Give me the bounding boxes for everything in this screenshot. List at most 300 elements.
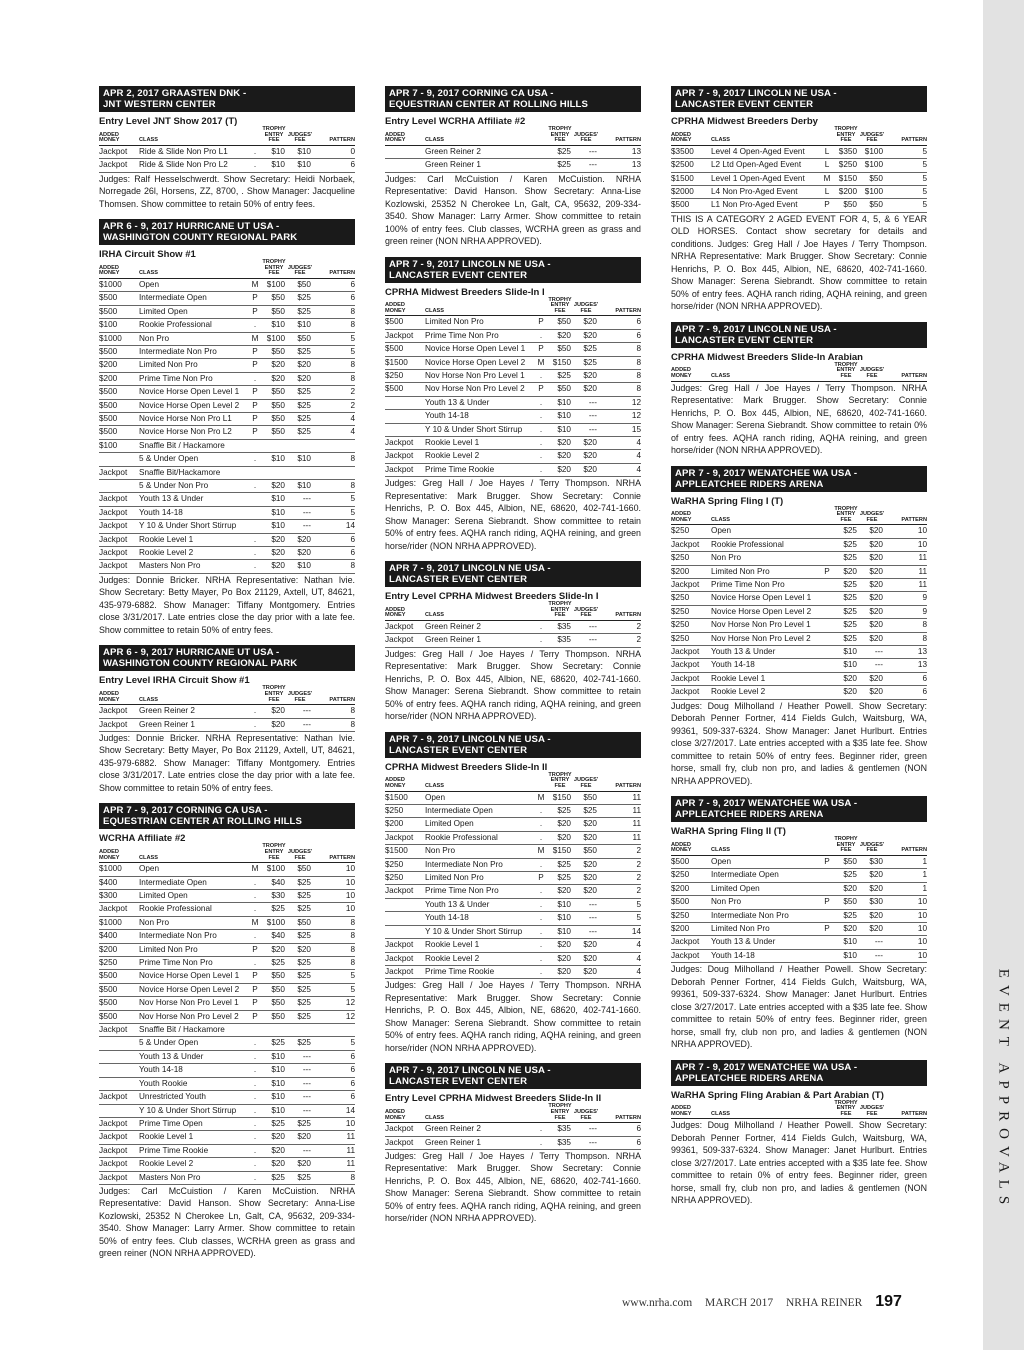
pattern: 1 — [885, 855, 927, 868]
added-money: Jackpot — [99, 506, 139, 519]
entry-fee: $35 — [547, 1123, 573, 1136]
table-row — [99, 903, 355, 916]
class-level — [249, 506, 261, 519]
entry-fee: $10 — [261, 145, 287, 158]
table-row — [671, 686, 927, 699]
table-header: CLASS — [425, 1116, 535, 1123]
pattern: 0 — [313, 145, 355, 158]
table-row — [99, 1010, 355, 1023]
added-money: Jackpot — [671, 538, 711, 551]
pattern: 13 — [599, 159, 641, 172]
class-name: Youth 14-18 — [139, 506, 249, 519]
class-level: P — [249, 359, 261, 372]
entry-fee — [261, 439, 287, 452]
added-money: $200 — [671, 882, 711, 895]
judges-fee: $20 — [859, 869, 885, 882]
table-header: PATTERN — [885, 1112, 927, 1119]
pattern: 11 — [599, 831, 641, 844]
pattern: 8 — [313, 305, 355, 318]
table-header: CLASS — [425, 309, 535, 316]
class-level: L — [821, 186, 833, 199]
class-level — [821, 605, 833, 618]
judges-fee: $50 — [859, 199, 885, 212]
table-header: PATTERN — [599, 613, 641, 620]
event-notes: Judges: Greg Hall / Joe Hayes / Terry Thompson. NRHA Representative: Mark Brugger. Show Secretary: Connie Henrichs, P. O. Box 445, Albion, NE, 68620, 402-741-1660. Show Manager: Serena Siebrandt. Show committee to retain 50% of entry fees. AQHA ranch riding, AQHA reining, and green horse/rider (NON NRHA APPROVED). — [385, 478, 641, 551]
table-header: CLASS — [425, 784, 535, 791]
class-name: Novice Horse Open Level 1 — [425, 343, 535, 356]
class-name: Intermediate Non Pro — [711, 909, 821, 922]
added-money: $1500 — [385, 356, 425, 369]
class-name: L1 Non Pro-Aged Event — [711, 199, 821, 212]
judges-fee: --- — [287, 1104, 313, 1117]
pattern: 2 — [599, 845, 641, 858]
added-money: $500 — [99, 1010, 139, 1023]
class-level: . — [249, 159, 261, 172]
class-level: M — [535, 845, 547, 858]
judges-fee: $20 — [573, 965, 599, 978]
class-level: . — [249, 1171, 261, 1184]
class-name: Rookie Level 2 — [425, 952, 535, 965]
added-money: Jackpot — [385, 952, 425, 965]
class-level — [821, 579, 833, 592]
table-header: MONEY — [99, 856, 139, 863]
table-header: FEE — [859, 518, 885, 525]
event-banner: APR 7 - 9, 2017 CORNING CA USA - EQUESTRIAN CENTER AT ROLLING HILLS — [99, 803, 355, 829]
event-banner: APR 7 - 9, 2017 LINCOLN NE USA - LANCASTER EVENT CENTER — [385, 561, 641, 587]
class-level: . — [249, 876, 261, 889]
table-row — [99, 916, 355, 929]
added-money: Jackpot — [385, 1136, 425, 1149]
event-listing — [385, 257, 641, 553]
pattern: 9 — [885, 605, 927, 618]
judges-fee: $20 — [859, 605, 885, 618]
table-header: MONEY — [385, 138, 425, 145]
event-listing — [385, 732, 641, 1054]
table-header: CLASS — [139, 856, 249, 863]
class-level: P — [821, 855, 833, 868]
table-row — [385, 356, 641, 369]
class-table — [671, 837, 927, 963]
judges-fee: $25 — [287, 970, 313, 983]
entry-fee: $50 — [261, 1010, 287, 1023]
table-header: PATTERN — [313, 698, 355, 705]
judges-fee: $10 — [287, 560, 313, 573]
judges-fee: $100 — [859, 186, 885, 199]
entry-fee: $25 — [833, 869, 859, 882]
added-money: Jackpot — [99, 1117, 139, 1130]
table-header — [535, 309, 547, 316]
table-row — [99, 718, 355, 731]
pattern: 12 — [599, 396, 641, 409]
pattern: 11 — [599, 805, 641, 818]
added-money — [385, 159, 425, 172]
added-money: $500 — [99, 292, 139, 305]
judges-fee: --- — [287, 493, 313, 506]
event-notes: Judges: Greg Hall / Joe Hayes / Terry Thompson. NRHA Representative: Mark Brugger. Show Secretary: Connie Henrichs, P. O. Box 445, Albion, NE, 68620, 402-741-1660. Show Manager: Serena Siebrandt. Show committee to retain 50% of entry fees. AQHA ranch riding, AQHA reining, and green horse/rider (NON NRHA APPROVED). — [385, 1150, 641, 1224]
added-money — [99, 1104, 139, 1117]
table-header — [821, 1101, 833, 1112]
class-level: . — [535, 1123, 547, 1136]
table-header: TROPHY ENTRY — [834, 1099, 858, 1112]
table-header: CLASS — [139, 138, 249, 145]
judges-fee: --- — [287, 1091, 313, 1104]
pattern: 8 — [313, 359, 355, 372]
table-row — [671, 145, 927, 158]
class-name: Green Reiner 2 — [425, 1123, 535, 1136]
show-name: CPRHA Midwest Breeders Derby — [671, 116, 818, 127]
pattern: 6 — [599, 1136, 641, 1149]
entry-fee: $20 — [833, 686, 859, 699]
table-header: FEE — [833, 374, 859, 381]
table-row — [385, 925, 641, 938]
added-money: $250 — [671, 525, 711, 538]
pattern: 4 — [313, 426, 355, 439]
class-level — [821, 659, 833, 672]
added-money — [385, 423, 425, 436]
entry-fee: $150 — [833, 172, 859, 185]
added-money: Jackpot — [385, 634, 425, 647]
pattern: 6 — [313, 1050, 355, 1063]
table-header: ADDED — [385, 1108, 405, 1115]
entry-fee: $25 — [261, 903, 287, 916]
table-header: FEE — [261, 698, 287, 705]
class-name: Youth 13 & Under — [139, 493, 249, 506]
class-name: Y 10 & Under Short Stirrup — [139, 520, 249, 533]
class-level: P — [249, 983, 261, 996]
table-header: FEE — [573, 784, 599, 791]
table-row — [99, 493, 355, 506]
table-header: TROPHY ENTRY — [834, 361, 858, 374]
class-name: Y 10 & Under Short Stirrup — [425, 423, 535, 436]
pattern: 6 — [599, 329, 641, 342]
table-row — [99, 399, 355, 412]
entry-fee: $150 — [547, 845, 573, 858]
added-money: Jackpot — [671, 659, 711, 672]
added-money: $250 — [671, 592, 711, 605]
pattern: 11 — [313, 1158, 355, 1171]
table-header — [249, 271, 261, 278]
pattern: 6 — [313, 292, 355, 305]
table-row — [671, 172, 927, 185]
class-level — [821, 882, 833, 895]
class-level: P — [249, 386, 261, 399]
table-header: FEE — [547, 784, 573, 791]
class-table — [99, 127, 355, 173]
table-header — [535, 602, 547, 613]
class-level: . — [535, 423, 547, 436]
class-name: Prime Time Non Pro — [139, 957, 249, 970]
entry-fee: $10 — [547, 912, 573, 925]
class-level — [821, 672, 833, 685]
table-row — [671, 949, 927, 962]
entry-fee: $35 — [547, 634, 573, 647]
event-notes: Judges: Greg Hall / Joe Hayes / Terry Thompson. NRHA Representative: Mark Brugger. Show Secretary: Connie Henrichs, P. O. Box 445, Albion, NE, 68620, 402-741-1660. Show Manager: Serena Siebrandt. Show committee to retain 50% of entry fees. AQHA ranch riding, AQHA reining, and green horse/rider (NON NRHA APPROVED). — [385, 980, 641, 1053]
class-level: . — [249, 560, 261, 573]
table-header: FEE — [833, 848, 859, 855]
table-header — [821, 837, 833, 848]
entry-fee: $40 — [261, 930, 287, 943]
entry-fee: $50 — [261, 386, 287, 399]
table-row — [99, 863, 355, 876]
added-money: Jackpot — [99, 145, 139, 158]
table-row — [99, 1077, 355, 1090]
added-money: $500 — [671, 855, 711, 868]
table-header: JUDGES' — [573, 606, 599, 613]
class-level: . — [535, 858, 547, 871]
entry-fee: $25 — [833, 605, 859, 618]
class-name: Prime Time Non Pro — [139, 372, 249, 385]
show-name: CPRHA Midwest Breeders Slide-In I — [385, 286, 545, 298]
class-name: Rookie Professional — [139, 319, 249, 332]
pattern: 8 — [313, 479, 355, 492]
class-name: Ride & Slide Non Pro L1 — [139, 145, 249, 158]
class-name: Youth Rookie — [139, 1077, 249, 1090]
pattern: 6 — [313, 159, 355, 172]
class-table — [671, 363, 927, 382]
pattern: 5 — [313, 1037, 355, 1050]
event-listing — [385, 1063, 641, 1225]
entry-fee: $100 — [261, 278, 287, 291]
judges-fee: $50 — [859, 172, 885, 185]
table-header: ADDED — [99, 690, 119, 697]
entry-fee: $20 — [547, 437, 573, 450]
judges-fee: --- — [573, 423, 599, 436]
class-level: P — [249, 426, 261, 439]
entry-fee: $20 — [547, 965, 573, 978]
class-table — [671, 1101, 927, 1120]
class-level: . — [249, 1104, 261, 1117]
entry-fee: $20 — [547, 831, 573, 844]
column-1 — [99, 86, 355, 1269]
table-header: TROPHY ENTRY — [262, 843, 286, 855]
table-header — [821, 848, 833, 855]
class-level: M — [249, 863, 261, 876]
table-header: CLASS — [139, 698, 249, 705]
table-header: FEE — [859, 138, 885, 145]
judges-fee: --- — [859, 949, 885, 962]
table-header: CLASS — [711, 138, 821, 145]
pattern: 1 — [885, 869, 927, 882]
table-header: CLASS — [711, 518, 821, 525]
entry-fee: $50 — [261, 426, 287, 439]
pattern: 5 — [885, 199, 927, 212]
added-money: Jackpot — [385, 621, 425, 634]
judges-fee: $20 — [859, 552, 885, 565]
entry-fee: $20 — [261, 359, 287, 372]
pattern: 5 — [885, 172, 927, 185]
table-row — [671, 882, 927, 895]
table-header: FEE — [547, 138, 573, 145]
pattern: 8 — [313, 319, 355, 332]
pattern: 11 — [599, 791, 641, 804]
class-level: P — [249, 997, 261, 1010]
table-header — [535, 298, 547, 309]
judges-fee: $20 — [573, 437, 599, 450]
table-row — [385, 423, 641, 436]
judges-fee: $50 — [573, 845, 599, 858]
judges-fee: $20 — [573, 370, 599, 383]
show-name: Entry Level IRHA Circuit Show #1 — [99, 675, 250, 687]
class-name: Rookie Level 1 — [139, 533, 249, 546]
class-name: Ride & Slide Non Pro L2 — [139, 159, 249, 172]
show-name: Entry Level CPRHA Midwest Breeders Slide-In II — [385, 1093, 602, 1105]
added-money — [99, 453, 139, 466]
table-header: PATTERN — [313, 271, 355, 278]
class-name: Open — [711, 855, 821, 868]
class-level: P — [535, 343, 547, 356]
table-header: PATTERN — [313, 138, 355, 145]
table-header — [599, 1104, 641, 1115]
event-listing — [99, 803, 355, 1260]
table-row — [385, 450, 641, 463]
table-row — [99, 983, 355, 996]
pattern: 5 — [599, 912, 641, 925]
judges-fee: $20 — [573, 952, 599, 965]
entry-fee: $20 — [261, 533, 287, 546]
class-level — [821, 538, 833, 551]
added-money: $200 — [99, 372, 139, 385]
class-name: Intermediate Open — [711, 869, 821, 882]
added-money: $250 — [671, 909, 711, 922]
table-header: MONEY — [671, 374, 711, 381]
entry-fee: $50 — [833, 855, 859, 868]
entry-fee: $20 — [261, 560, 287, 573]
class-name: Open — [139, 863, 249, 876]
added-money: Jackpot — [99, 705, 139, 718]
table-row — [99, 439, 355, 452]
pattern: 13 — [885, 646, 927, 659]
entry-fee: $10 — [261, 1064, 287, 1077]
table-row — [99, 1144, 355, 1157]
class-level — [249, 1024, 261, 1037]
class-name: Open — [711, 525, 821, 538]
table-header: CLASS — [425, 138, 535, 145]
judges-fee: --- — [573, 1136, 599, 1149]
added-money: $500 — [385, 316, 425, 329]
class-level — [821, 552, 833, 565]
class-name: Non Pro — [425, 845, 535, 858]
added-money: Jackpot — [99, 533, 139, 546]
entry-fee: $25 — [833, 579, 859, 592]
entry-fee: $10 — [833, 936, 859, 949]
added-money: Jackpot — [99, 560, 139, 573]
pattern: 6 — [313, 1077, 355, 1090]
judges-fee: --- — [287, 705, 313, 718]
class-table — [671, 507, 927, 700]
class-name: Limited Open — [139, 890, 249, 903]
added-money: Jackpot — [99, 1131, 139, 1144]
judges-fee: $20 — [859, 632, 885, 645]
table-row — [99, 997, 355, 1010]
table-header — [313, 844, 355, 855]
class-level: . — [535, 410, 547, 423]
table-row — [99, 560, 355, 573]
pattern: 8 — [599, 383, 641, 396]
table-header: FEE — [287, 271, 313, 278]
added-money: $1500 — [385, 791, 425, 804]
event-banner: APR 6 - 9, 2017 HURRICANE UT USA - WASHINGTON COUNTY REGIONAL PARK — [99, 219, 355, 245]
class-level: M — [249, 332, 261, 345]
judges-fee: $20 — [573, 858, 599, 871]
event-banner: APR 7 - 9, 2017 LINCOLN NE USA - LANCASTER EVENT CENTER — [385, 1063, 641, 1089]
class-name: Level 4 Open-Aged Event — [711, 145, 821, 158]
added-money — [385, 912, 425, 925]
judges-fee: $25 — [287, 292, 313, 305]
class-level: P — [249, 399, 261, 412]
pattern: 4 — [313, 412, 355, 425]
table-header: PATTERN — [885, 848, 927, 855]
entry-fee: $150 — [547, 356, 573, 369]
judges-fee: $25 — [287, 1037, 313, 1050]
table-row — [385, 912, 641, 925]
added-money: Jackpot — [99, 466, 139, 479]
table-row — [99, 1037, 355, 1050]
class-level — [249, 439, 261, 452]
table-row — [671, 869, 927, 882]
table-header: FEE — [833, 138, 859, 145]
class-level — [821, 632, 833, 645]
entry-fee: $250 — [833, 159, 859, 172]
added-money: $250 — [385, 805, 425, 818]
event-listing — [671, 796, 927, 1051]
class-name: Prime Time Non Pro — [711, 579, 821, 592]
class-level — [821, 909, 833, 922]
class-name: L4 Non Pro-Aged Event — [711, 186, 821, 199]
class-level: . — [249, 1037, 261, 1050]
class-level: . — [535, 818, 547, 831]
class-level: P — [821, 199, 833, 212]
table-header — [249, 844, 261, 855]
class-level: P — [249, 970, 261, 983]
class-name: Prime Time Rookie — [425, 965, 535, 978]
pattern: 2 — [313, 386, 355, 399]
class-name: Unrestricted Youth — [139, 1091, 249, 1104]
judges-fee: $25 — [287, 426, 313, 439]
table-header: MONEY — [99, 698, 139, 705]
pattern — [313, 466, 355, 479]
pattern: 4 — [599, 965, 641, 978]
table-row — [385, 329, 641, 342]
class-table — [99, 844, 355, 1185]
table-header: ADDED — [385, 777, 405, 784]
entry-fee: $20 — [833, 922, 859, 935]
pattern: 8 — [599, 370, 641, 383]
class-level: P — [249, 412, 261, 425]
table-row — [99, 292, 355, 305]
judges-fee: $10 — [287, 453, 313, 466]
added-money: Jackpot — [99, 1158, 139, 1171]
table-header: TROPHY ENTRY — [548, 601, 572, 613]
entry-fee: $40 — [261, 876, 287, 889]
judges-fee: $25 — [287, 412, 313, 425]
table-header: FEE — [833, 1112, 859, 1119]
judges-fee: $30 — [859, 896, 885, 909]
added-money: $500 — [99, 399, 139, 412]
added-money: $250 — [671, 619, 711, 632]
pattern: 8 — [885, 619, 927, 632]
table-header: FEE — [547, 1116, 573, 1123]
table-row — [99, 1064, 355, 1077]
event-banner: APR 7 - 9, 2017 WENATCHEE WA USA - APPLEATCHEE RIDERS ARENA — [671, 796, 927, 822]
table-header: MONEY — [99, 138, 139, 145]
event-listing — [671, 86, 927, 313]
judges-fee: $10 — [287, 145, 313, 158]
table-row — [385, 939, 641, 952]
pattern: 6 — [885, 672, 927, 685]
class-name: Snaffle Bit / Hackamore — [139, 1024, 249, 1037]
table-header: JUDGES' — [287, 690, 313, 697]
class-level: . — [535, 912, 547, 925]
